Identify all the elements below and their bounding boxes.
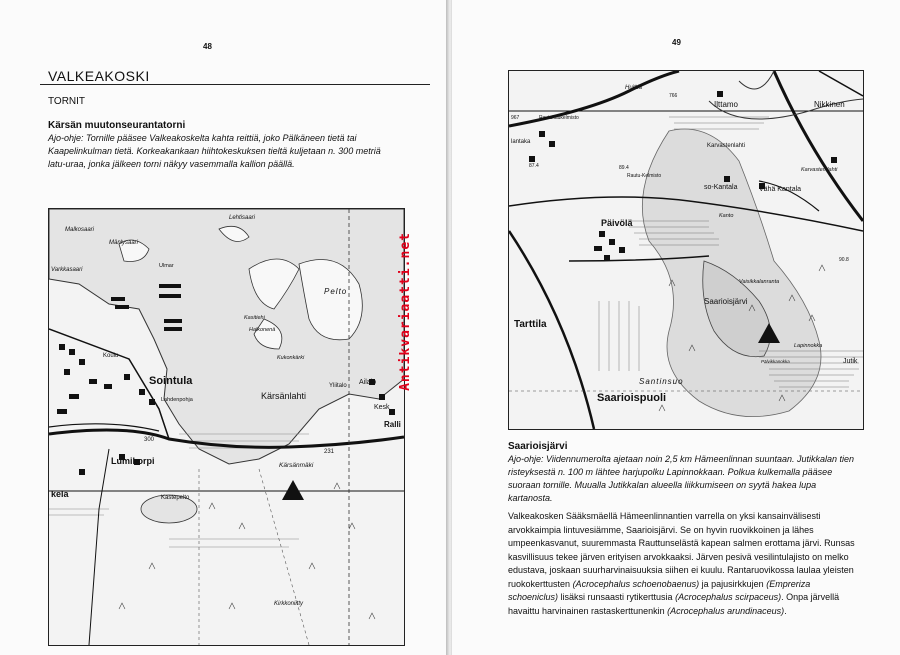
body-end: . (784, 605, 787, 616)
map-label-ailalo: Ailalo (359, 379, 377, 386)
map-label-halkonenna: Halkonenä (249, 327, 276, 333)
map-label-palikkanokka: Pälvikkanokka (761, 359, 790, 364)
page-number-48: 48 (203, 42, 212, 51)
map-label-ilttamo: Ilttamo (714, 100, 739, 109)
map-label-karsanmaki: Kärsänmäki (279, 462, 314, 469)
map-label-lehtisaari: Lehtisaari (229, 215, 256, 221)
latin-name-4: (Acrocephalus arundinaceus) (667, 605, 785, 616)
map-label-tarttila: Tarttila (514, 319, 547, 330)
left-page (0, 0, 448, 655)
map-label-sointula: Sointula (149, 375, 193, 387)
watermark: Antikvariaatti.net (398, 232, 413, 391)
map-label-saarioisjarvi: Saarioisjärvi (704, 297, 748, 306)
map-karsanlahti (48, 208, 405, 646)
map-label-pelto: Pelto (324, 287, 348, 296)
map-label-karvastemlahti: Karvastemlahti (801, 167, 838, 173)
map-label-manyisaari: Mänlysaari (109, 240, 139, 246)
map-label-jutik: Jutik (843, 358, 858, 365)
map-label-malkosaari: Malkosaari (65, 227, 95, 233)
map-label-rautu-kelmisto: Rautu-Kelmisto (627, 173, 662, 179)
map-label-lahdenpohja: Lahdenpohja (161, 397, 193, 403)
map-karsanlahti-graphic (49, 209, 404, 645)
map-label-huittia: Huittiä (625, 85, 643, 91)
map-label-ralli: Ralli (384, 420, 401, 429)
tower-heading: Kärsän muutonseurantatorni (48, 120, 186, 131)
map-label-lapinnokka: Lapinnokka (794, 343, 823, 349)
map-label-kesk: Kesk (374, 404, 390, 411)
map-label-vaha-kantala: Vähä Kantala (759, 186, 802, 193)
map-label-koulu: Koulu (103, 353, 119, 359)
map-label-908: 90.8 (839, 257, 849, 263)
map-label-lumikorpi: Lumikorpi (111, 456, 155, 466)
map-label-lantaka: lantaka (511, 139, 531, 145)
map-label-874: 87.4 (529, 163, 539, 169)
map-label-nikkinen: Nikkinen (814, 100, 845, 109)
map-label-saarioispuoli: Saarioispuoli (597, 392, 667, 404)
map-label-kela: kela (51, 489, 69, 499)
page-number-49: 49 (672, 38, 681, 47)
map-label-kanto: Kanto (719, 213, 734, 219)
subsection-title: TORNIT (48, 96, 86, 107)
map-label-santinsuo: Santinsuo (639, 377, 684, 386)
map-label-rautukaukelmisto: Rautukaukelmisto (539, 115, 579, 121)
lake-heading: Saarioisjärvi (508, 441, 568, 452)
map-label-967: 967 (511, 115, 520, 121)
map-saarioisjarvi (508, 70, 864, 430)
map-saarioisjarvi-graphic (509, 71, 863, 429)
section-title: VALKEAKOSKI (48, 68, 150, 84)
lake-body-text (508, 510, 860, 618)
map-label-karsanlahti: Kärsänlahti (261, 391, 307, 401)
lake-directions-text: Ajo-ohje: Viidennumerolta ajetaan noin 2,5 km Hämeenlinnan suuntaan. Jutikkalan tien risteyksestä n. 100 m lähtee harjupolku Lapinnokkaan. Polkua kulkemalla pääsee suoraan tornille. Muualla Jutikkalan alueella liikkumiseen on syytä hakea lupa kartanosta. (508, 454, 855, 503)
map-label-kasitiehi: Kasitiehi (244, 315, 265, 321)
map-label-kirkkoniitty: Kirkkoniitty (274, 601, 304, 607)
body-mid-3: . Onpa järvellä havaittu harvinainen rastaskerttunenkin (508, 592, 840, 616)
body-plain: Valkeakosken Sääksmäellä Hämeenlinnantien varrella on yksi kansainvälisesti arvokkaimpia lintuvesiämme, Saarioisjärvi. Se on hyvin ruovikkoinen ja lähes umpeenkasvanut, suuremmasta Rauttunselästä kapean salmen erottama järvi. Runsas kasvillisuus tekee järven erityisen arvokkaaksi. Järven pesivä vesilintulajisto on melko edustava, joskaan suurharvinaisuuksia siihen ei kuulu. Rantaruovikossa laulaa yleisten ruokokerttusten (508, 511, 855, 589)
map-label-so-kantala: so-Kantala (704, 184, 738, 191)
directions-text: Ajo-ohje: Tornille pääsee Valkeakoskelta kahta reittiä, joko Pälkäneen tietä tai Kaapelinkulman tietä. Korkeakankaan hiihtokeskuksen tieltä kuljetaan n. 300 metriä latu-uraa, jonka jälkeen torni näkyy vasemmalla kallion päällä. (48, 133, 381, 169)
section-rule (40, 84, 430, 85)
map-label-vaisikkala: Vaisikkalanranta (739, 279, 780, 285)
map-label-road-300: 300 (144, 437, 155, 443)
map-label-894: 89.4 (619, 165, 629, 171)
latin-name-3: (Acrocephalus scirpaceus) (675, 592, 782, 602)
latin-name-1: (Acrocephalus schoenobaenus) (572, 578, 700, 589)
map-label-varkkasaari: Varkkasaari (51, 267, 83, 273)
body-mid-2: lisäksi runsaasti rytikerttusia (558, 592, 676, 602)
map-label-yliitalo: Yliitalo (329, 383, 347, 389)
map-label-paivola: Päivölä (601, 218, 633, 228)
right-page (452, 0, 900, 655)
map-label-kastepelto: Kastepelto (161, 495, 190, 501)
body-mid-1: ja pajusirkkujen (699, 578, 767, 589)
map-label-766: 766 (669, 93, 678, 99)
map-label-karvastenlahti: Karvastenlahti (707, 143, 746, 149)
map-label-ulmar: Ulmar (159, 263, 174, 269)
tower-marker-icon (282, 480, 304, 500)
map-label-231: 231 (324, 449, 335, 455)
map-label-kukonkarki: Kukonkärki (277, 355, 305, 361)
latin-name-2: (Empreriza schoeniclus) (508, 578, 811, 602)
